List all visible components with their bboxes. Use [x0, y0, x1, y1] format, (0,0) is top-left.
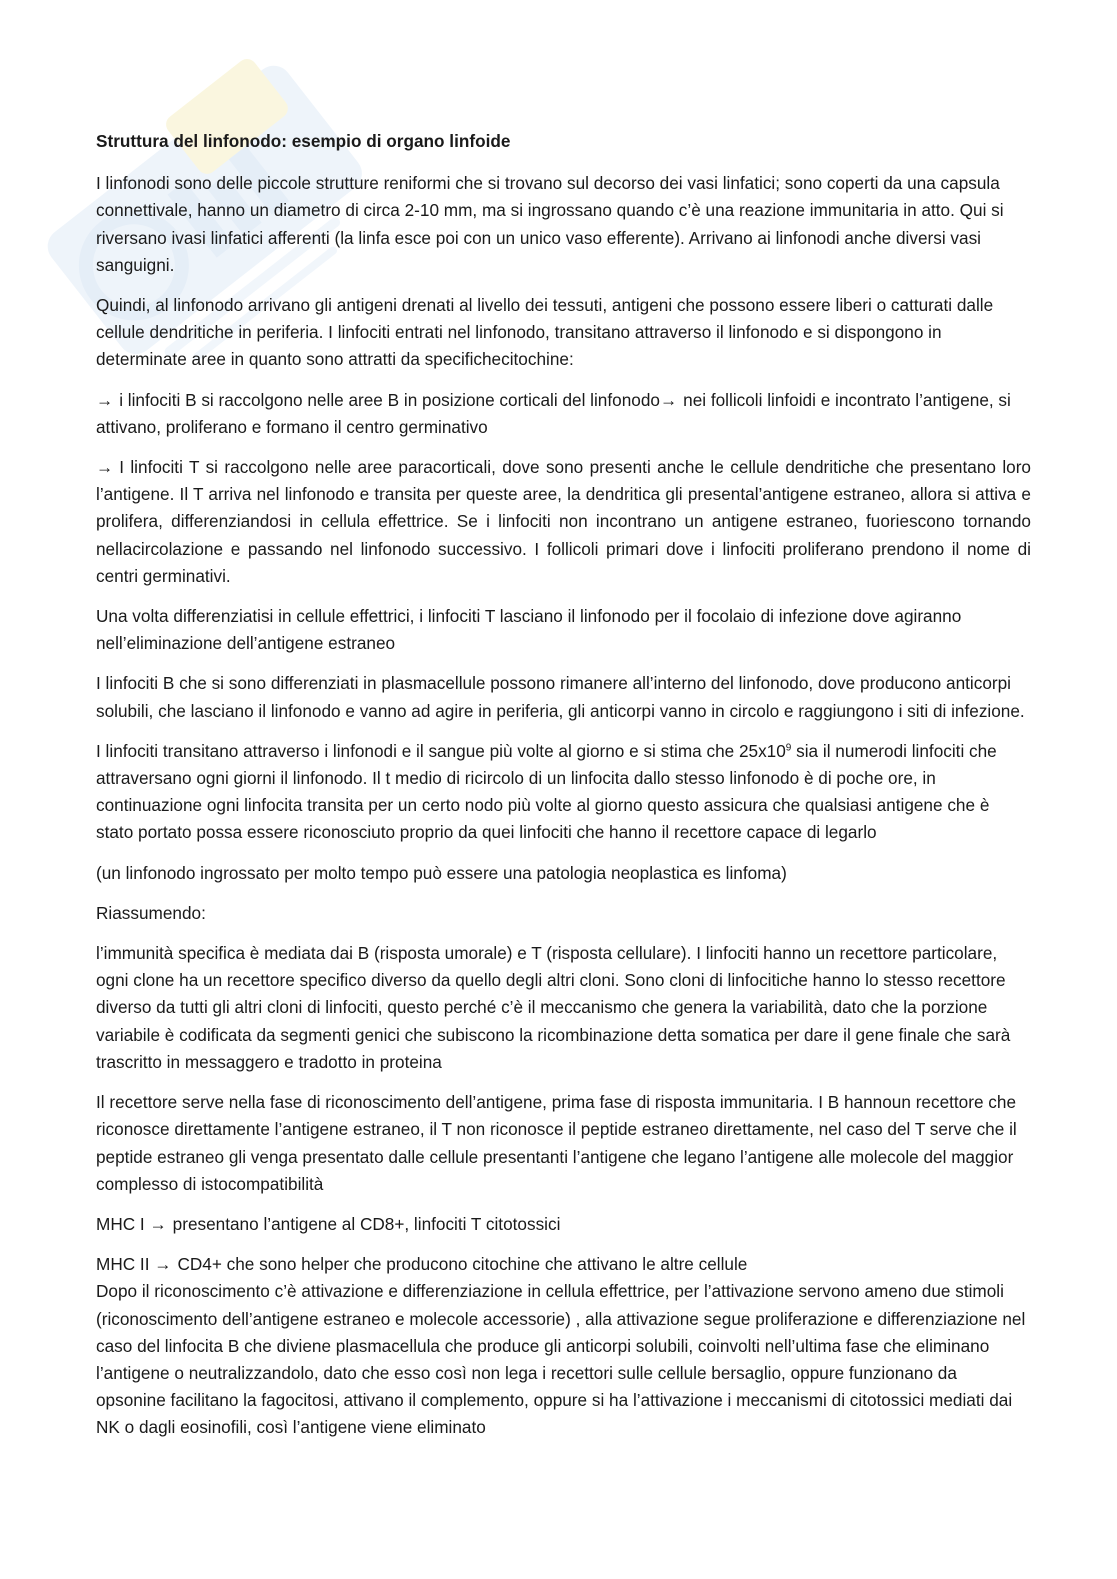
paragraph-10: l’immunità specifica è mediata dai B (risposta umorale) e T (risposta cellulare). I linfociti hanno un recettore particolare, ogni clone ha un recettore specifico diverso da quello degli altri cloni. Sono cloni di linfocitiche hanno lo stesso recettore diverso da tutti gli altri cloni di linfociti, questo perché c’è il meccanismo che genera la variabilità, dato che la porzione variabile è codificata da segmenti genici che subiscono la ricombinazione detta somatica per dare il gene finale che sarà trascritto in messaggero e tradotto in proteina	[96, 943, 1011, 1072]
paragraph-b-cells	[96, 387, 1031, 441]
paragraph-7-part1: I linfociti transitano attraverso i linfonodi e il sangue più volte al giorno e si stima che 25x10	[96, 740, 786, 761]
arrow-icon: →	[154, 1254, 172, 1275]
paragraph-mhc-2	[96, 1251, 1031, 1278]
arrow-icon: →	[659, 389, 678, 410]
paragraph-5: Una volta differenziatisi in cellule effettrici, i linfociti T lasciano il linfonodo per il focolaio di infezione dove agiranno nell’eliminazione dell’antigene estraneo	[96, 606, 962, 654]
paragraph-14: Dopo il riconoscimento c’è attivazione e differenziazione in cellula effettrice, per l’attivazione servono ameno due stimoli (riconoscimento dell’antigene estraneo e molecole accessorie) , alla attivazione segue proliferazione e differenziazione nel caso del linfocita B che diviene plasmacellula che produce gli anticorpi solubili, coinvolti nell’ultima fase che eliminano l’antigene o neutralizzandolo, dato che esso così non lega i recettori sulle cellule bersaglio, oppure funzionano da opsonine facilitano la fagocitosi, attivano il complemento, oppure si ha l’attivazione i meccanismi di citotossici mediati dai NK o dagli eosinofili, così l’antigene viene eliminato	[96, 1281, 1026, 1438]
paragraph-t-cells	[96, 454, 1031, 590]
paragraph-11: Il recettore serve nella fase di riconoscimento dell’antigene, prima fase di risposta immunitaria. I B hannoun recettore che riconosce direttamente l’antigene estraneo, il T non riconosce il peptide estraneo direttamente, nel caso del T serve che il peptide estraneo gli venga presentato dalle cellule presentanti l’antigene che legano l’antigene alle molecole del maggior complesso di istocompatibilità	[96, 1092, 1017, 1194]
document-title: Struttura del linfonodo: esempio di organo linfoide	[96, 131, 511, 151]
mhc-2-text: CD4+ che sono helper che producono citochine che attivano le altre cellule	[177, 1254, 748, 1275]
paragraph-b-cells-part1: i linfociti B si raccolgono nelle aree B in posizione corticali del linfonodo	[119, 389, 660, 410]
paragraph-2: Quindi, al linfonodo arrivano gli antigeni drenati al livello dei tessuti, antigeni che possono essere liberi o catturati dalle cellule dendritiche in periferia. I linfociti entrati nel linfonodo, transitano attraverso il linfonodo e si dispongono in determinate aree in quanto sono attratti da specifichecitochine:	[96, 295, 994, 370]
mhc-2-label: MHC II	[96, 1254, 150, 1275]
mhc-1-label: MHC I	[96, 1213, 145, 1234]
arrow-icon: →	[96, 457, 114, 478]
paragraph-7	[96, 738, 1031, 847]
document-body	[96, 128, 1031, 1455]
paragraph-mhc-1	[96, 1211, 1031, 1238]
paragraph-6: I linfociti B che si sono differenziati in plasmacellule possono rimanere all’interno del linfonodo, dove producono anticorpi solubili, che lasciano il linfonodo e vanno ad agire in periferia, gli anticorpi vanno in circolo e raggiungono i siti di infezione.	[96, 673, 1025, 721]
paragraph-1: I linfonodi sono delle piccole strutture reniformi che si trovano sul decorso dei vasi linfatici; sono coperti da una capsula connettivale, hanno un diametro di circa 2-10 mm, ma si ingrossano quando c’è una reazione immunitaria in atto. Qui si riversano ivasi linfatici afferenti (la linfa esce poi con un unico vaso efferente). Arrivano ai linfonodi anche diversi vasi sanguigni.	[96, 173, 1004, 275]
exponent: 9	[785, 742, 792, 754]
arrow-icon: →	[96, 389, 114, 410]
paragraph-t-cells-text: I linfociti T si raccolgono nelle aree paracorticali, dove sono presenti anche le cellule dendritiche che presentano loro l’antigene. Il T arriva nel linfonodo e transita per queste aree, la dendritica gli presental’antigene estraneo, allora si attiva e prolifera, differenziandosi in cellula effettrice. Se i linfociti non incontrano un antigene estraneo, fuoriescono tornando nellacircolazione e passando nel linfonodo successivo. I follicoli primari dove i linfociti proliferano prendono il nome di centri germinativi.	[96, 457, 1031, 586]
paragraph-9: Riassumendo:	[96, 902, 206, 923]
paragraph-b-cells-part2: nei follicoli linfoidi e incontrato l’antigene, si attivano, proliferano e formano il centro germinativo	[96, 389, 1011, 437]
paragraph-7-part2: sia il numerodi linfociti che attraversano ogni giorni il linfonodo. Il t medio di ricircolo di un linfocita dallo stesso linfonodo è di poche ore, in continuazione ogni linfocita transita per un certo nodo più volte al giorno questo assicura che qualsiasi antigene che è stato portato possa essere riconosciuto proprio da quei linfociti che hanno il recettore capace di legarlo	[96, 740, 997, 843]
mhc-1-text: presentano l’antigene al CD8+, linfociti T citotossici	[172, 1213, 561, 1234]
paragraph-8: (un linfonodo ingrossato per molto tempo può essere una patologia neoplastica es linfoma)	[96, 862, 787, 883]
arrow-icon: →	[149, 1213, 167, 1234]
